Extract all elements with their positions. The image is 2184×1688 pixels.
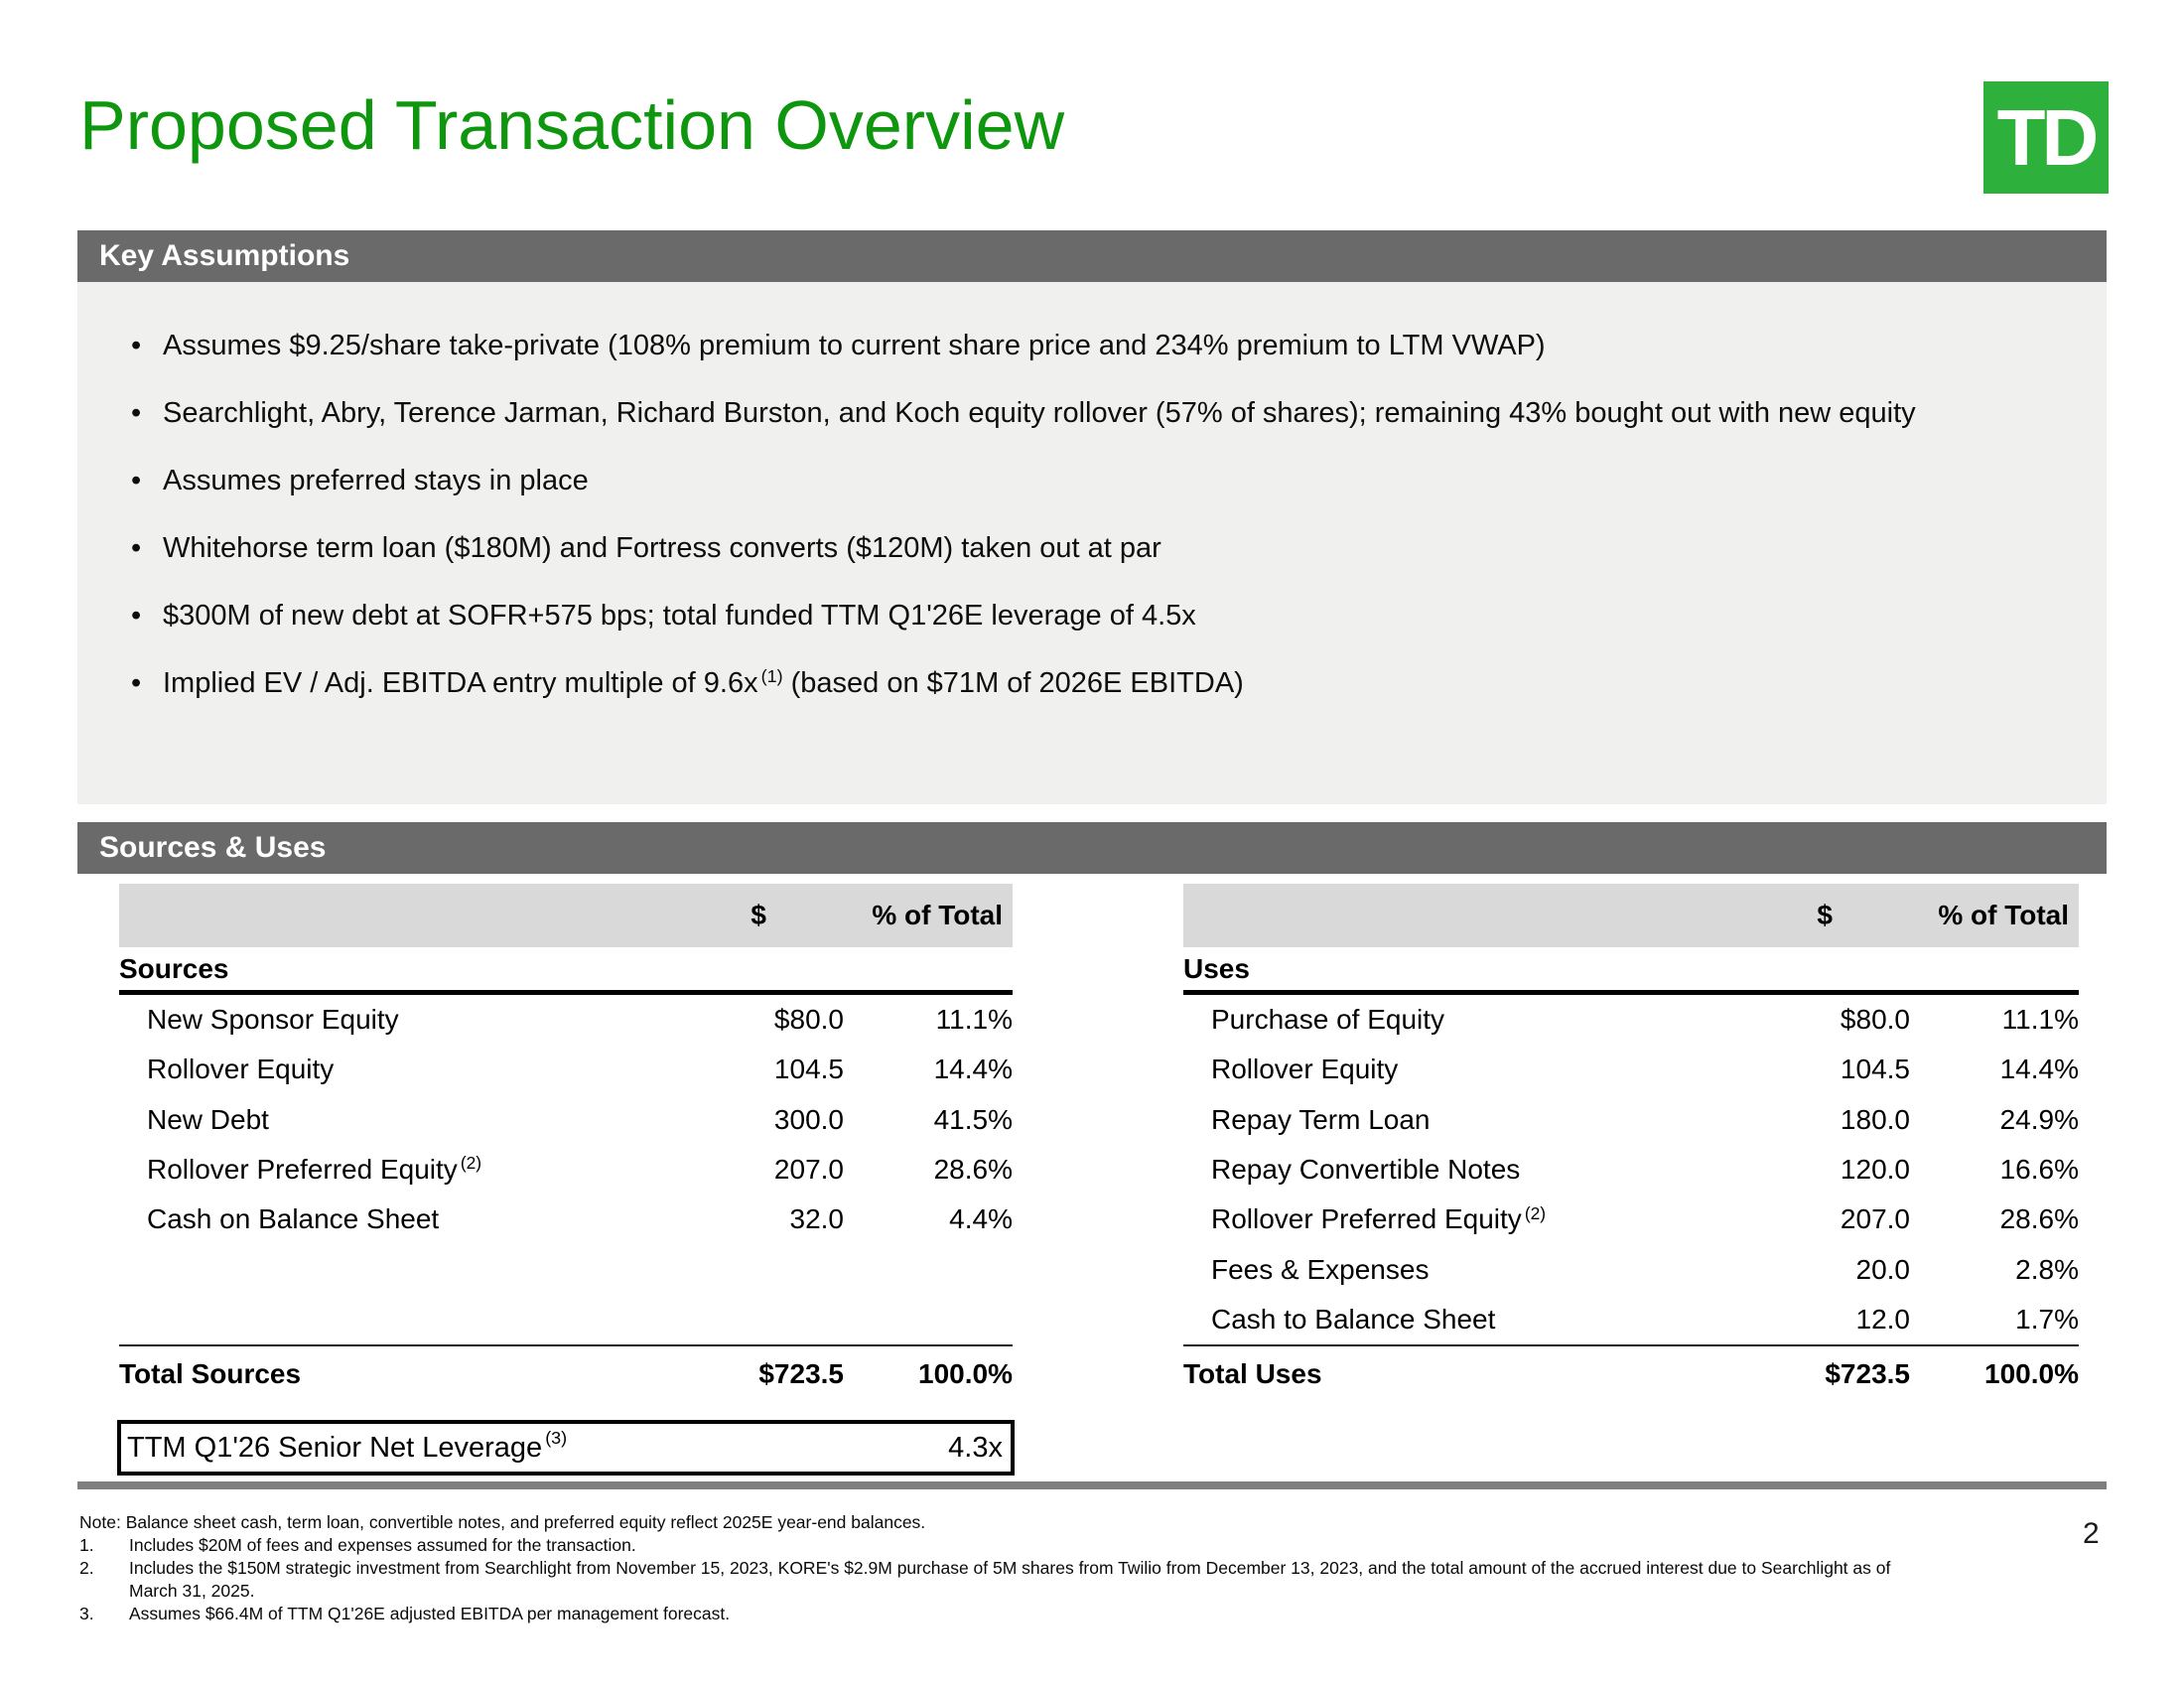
footnote-ref: (2) xyxy=(1524,1202,1547,1223)
leverage-label: TTM Q1'26 Senior Net Leverage xyxy=(127,1431,543,1464)
page-title: Proposed Transaction Overview xyxy=(79,86,1065,164)
footnote-ref: (2) xyxy=(460,1153,482,1174)
column-header-pct-of-total: % of Total xyxy=(1938,900,2069,930)
footnote-ref: (1) xyxy=(760,666,783,687)
row-label: Cash on Balance Sheet xyxy=(147,1203,440,1235)
total-sources-row xyxy=(119,1344,1013,1402)
table-row xyxy=(119,1195,1013,1244)
bottom-divider xyxy=(77,1481,2107,1489)
assumption-bullet: • Whitehorse term loan ($180M) and Fortress converts ($120M) taken out at par xyxy=(129,518,1956,578)
table-row xyxy=(1183,1145,2079,1195)
row-label: New Sponsor Equity xyxy=(147,1004,399,1036)
table-row xyxy=(1183,1045,2079,1094)
row-pct: 24.9% xyxy=(1999,1103,2079,1135)
senior-net-leverage-box xyxy=(117,1420,1015,1476)
total-pct: 100.0% xyxy=(918,1358,1013,1389)
row-pct: 14.4% xyxy=(933,1054,1013,1085)
footnote-text: Includes $20M of fees and expenses assumed for the transaction. xyxy=(129,1535,636,1555)
column-header-pct-of-total: % of Total xyxy=(872,900,1003,930)
row-dollar: 104.5 xyxy=(1840,1054,1910,1085)
page-number: 2 xyxy=(2083,1517,2100,1550)
row-pct: 16.6% xyxy=(1999,1154,2079,1186)
uses-table xyxy=(1183,884,2079,1402)
assumptions-list xyxy=(129,316,1956,716)
footnote-item xyxy=(79,1534,1966,1557)
footnote-note: Note: Balance sheet cash, term loan, convertible notes, and preferred equity reflect 2025E year-end balances. xyxy=(79,1512,926,1532)
footnote-text: Assumes $66.4M of TTM Q1'26E adjusted EBITDA per management forecast. xyxy=(129,1604,731,1623)
sources-table xyxy=(119,884,1013,1402)
uses-group-label: Uses xyxy=(1183,953,2079,995)
row-label: Rollover Equity xyxy=(1211,1054,1399,1085)
row-label-text: Rollover Preferred Equity xyxy=(147,1154,458,1186)
assumption-text: (based on $71M of 2026E EBITDA) xyxy=(782,667,1244,699)
total-label: Total Sources xyxy=(119,1358,302,1389)
row-pct: 28.6% xyxy=(933,1154,1013,1186)
row-pct: 11.1% xyxy=(2001,1004,2079,1036)
sources-table-header xyxy=(119,884,1013,947)
footnote-number: 3. xyxy=(79,1604,94,1623)
column-header-dollar: $ xyxy=(751,900,766,930)
row-label: Repay Term Loan xyxy=(1211,1103,1431,1135)
table-row xyxy=(1183,1095,2079,1145)
assumption-text: Implied EV / Adj. EBITDA entry multiple of 9.6x xyxy=(163,667,758,699)
table-row xyxy=(119,995,1013,1045)
total-pct: 100.0% xyxy=(1984,1358,2079,1389)
row-label-text: Rollover Preferred Equity xyxy=(1211,1203,1522,1235)
row-dollar: 207.0 xyxy=(1840,1203,1910,1235)
leverage-value: 4.3x xyxy=(948,1431,1003,1464)
footnote-number: 2. xyxy=(79,1558,94,1578)
row-label: Purchase of Equity xyxy=(1211,1004,1445,1036)
footnote-text: Includes the $150M strategic investment from Searchlight from November 15, 2023, KORE's $2.9M purchase of 5M shares from Twilio from December 13, 2023, and the total amount of the accrued interest due to Searchlight as of March 31, 2025. xyxy=(129,1558,1891,1601)
footnote-ref: (3) xyxy=(545,1427,568,1448)
row-pct: 1.7% xyxy=(2015,1303,2079,1335)
row-dollar: $80.0 xyxy=(1840,1004,1910,1036)
table-row xyxy=(119,1095,1013,1145)
row-label: Repay Convertible Notes xyxy=(1211,1154,1521,1186)
section-header-sources-uses: Sources & Uses xyxy=(77,822,2107,874)
uses-table-header xyxy=(1183,884,2079,947)
table-row xyxy=(1183,1244,2079,1294)
row-dollar: 207.0 xyxy=(773,1154,844,1186)
row-dollar: 12.0 xyxy=(1855,1303,1910,1335)
row-label: Rollover Equity xyxy=(147,1054,335,1085)
assumption-bullet: • $300M of new debt at SOFR+575 bps; total funded TTM Q1'26E leverage of 4.5x xyxy=(129,586,1956,645)
row-dollar: $80.0 xyxy=(773,1004,844,1036)
total-dollar: $723.5 xyxy=(758,1358,844,1389)
row-dollar: 300.0 xyxy=(773,1103,844,1135)
td-logo xyxy=(1983,81,2109,194)
footnote-number: 1. xyxy=(79,1535,94,1555)
table-row xyxy=(1183,995,2079,1045)
footnotes xyxy=(79,1511,1966,1625)
uses-rows xyxy=(1183,995,2079,1344)
total-dollar: $723.5 xyxy=(1825,1358,1910,1389)
assumption-bullet: • Assumes $9.25/share take-private (108% premium to current share price and 234% premium to LTM VWAP) xyxy=(129,316,1956,375)
row-dollar: 104.5 xyxy=(773,1054,844,1085)
row-label xyxy=(1183,1203,1741,1235)
total-uses-row xyxy=(1183,1344,2079,1402)
assumption-bullet: • Assumes preferred stays in place xyxy=(129,451,1956,510)
row-dollar: 20.0 xyxy=(1855,1253,1910,1285)
row-pct: 41.5% xyxy=(933,1103,1013,1135)
table-row xyxy=(119,1045,1013,1094)
table-row xyxy=(1183,1295,2079,1344)
column-header-dollar: $ xyxy=(1817,900,1833,930)
row-pct: 2.8% xyxy=(2015,1253,2079,1285)
row-label xyxy=(119,1154,675,1186)
section-header-key-assumptions: Key Assumptions xyxy=(77,230,2107,282)
sources-group-label: Sources xyxy=(119,953,1013,995)
row-label: Cash to Balance Sheet xyxy=(1211,1303,1496,1335)
table-row xyxy=(1183,1195,2079,1244)
total-label: Total Uses xyxy=(1183,1358,1322,1389)
table-row xyxy=(119,1145,1013,1195)
row-pct: 11.1% xyxy=(935,1004,1013,1036)
assumption-bullet: • Searchlight, Abry, Terence Jarman, Richard Burston, and Koch equity rollover (57% of shares); remaining 43% bought out with new equity xyxy=(129,383,1956,443)
key-assumptions-panel xyxy=(77,282,2107,804)
footnote-item xyxy=(79,1557,1966,1603)
row-pct: 4.4% xyxy=(949,1203,1013,1235)
td-logo-text: TD xyxy=(1996,92,2096,182)
row-dollar: 32.0 xyxy=(789,1203,844,1235)
row-label: Fees & Expenses xyxy=(1211,1253,1430,1285)
sources-rows xyxy=(119,995,1013,1344)
assumption-bullet xyxy=(129,653,1956,716)
footnote-item xyxy=(79,1603,1966,1625)
row-pct: 14.4% xyxy=(1999,1054,2079,1085)
row-dollar: 120.0 xyxy=(1840,1154,1910,1186)
row-dollar: 180.0 xyxy=(1840,1103,1910,1135)
row-label: New Debt xyxy=(147,1103,269,1135)
row-pct: 28.6% xyxy=(1999,1203,2079,1235)
